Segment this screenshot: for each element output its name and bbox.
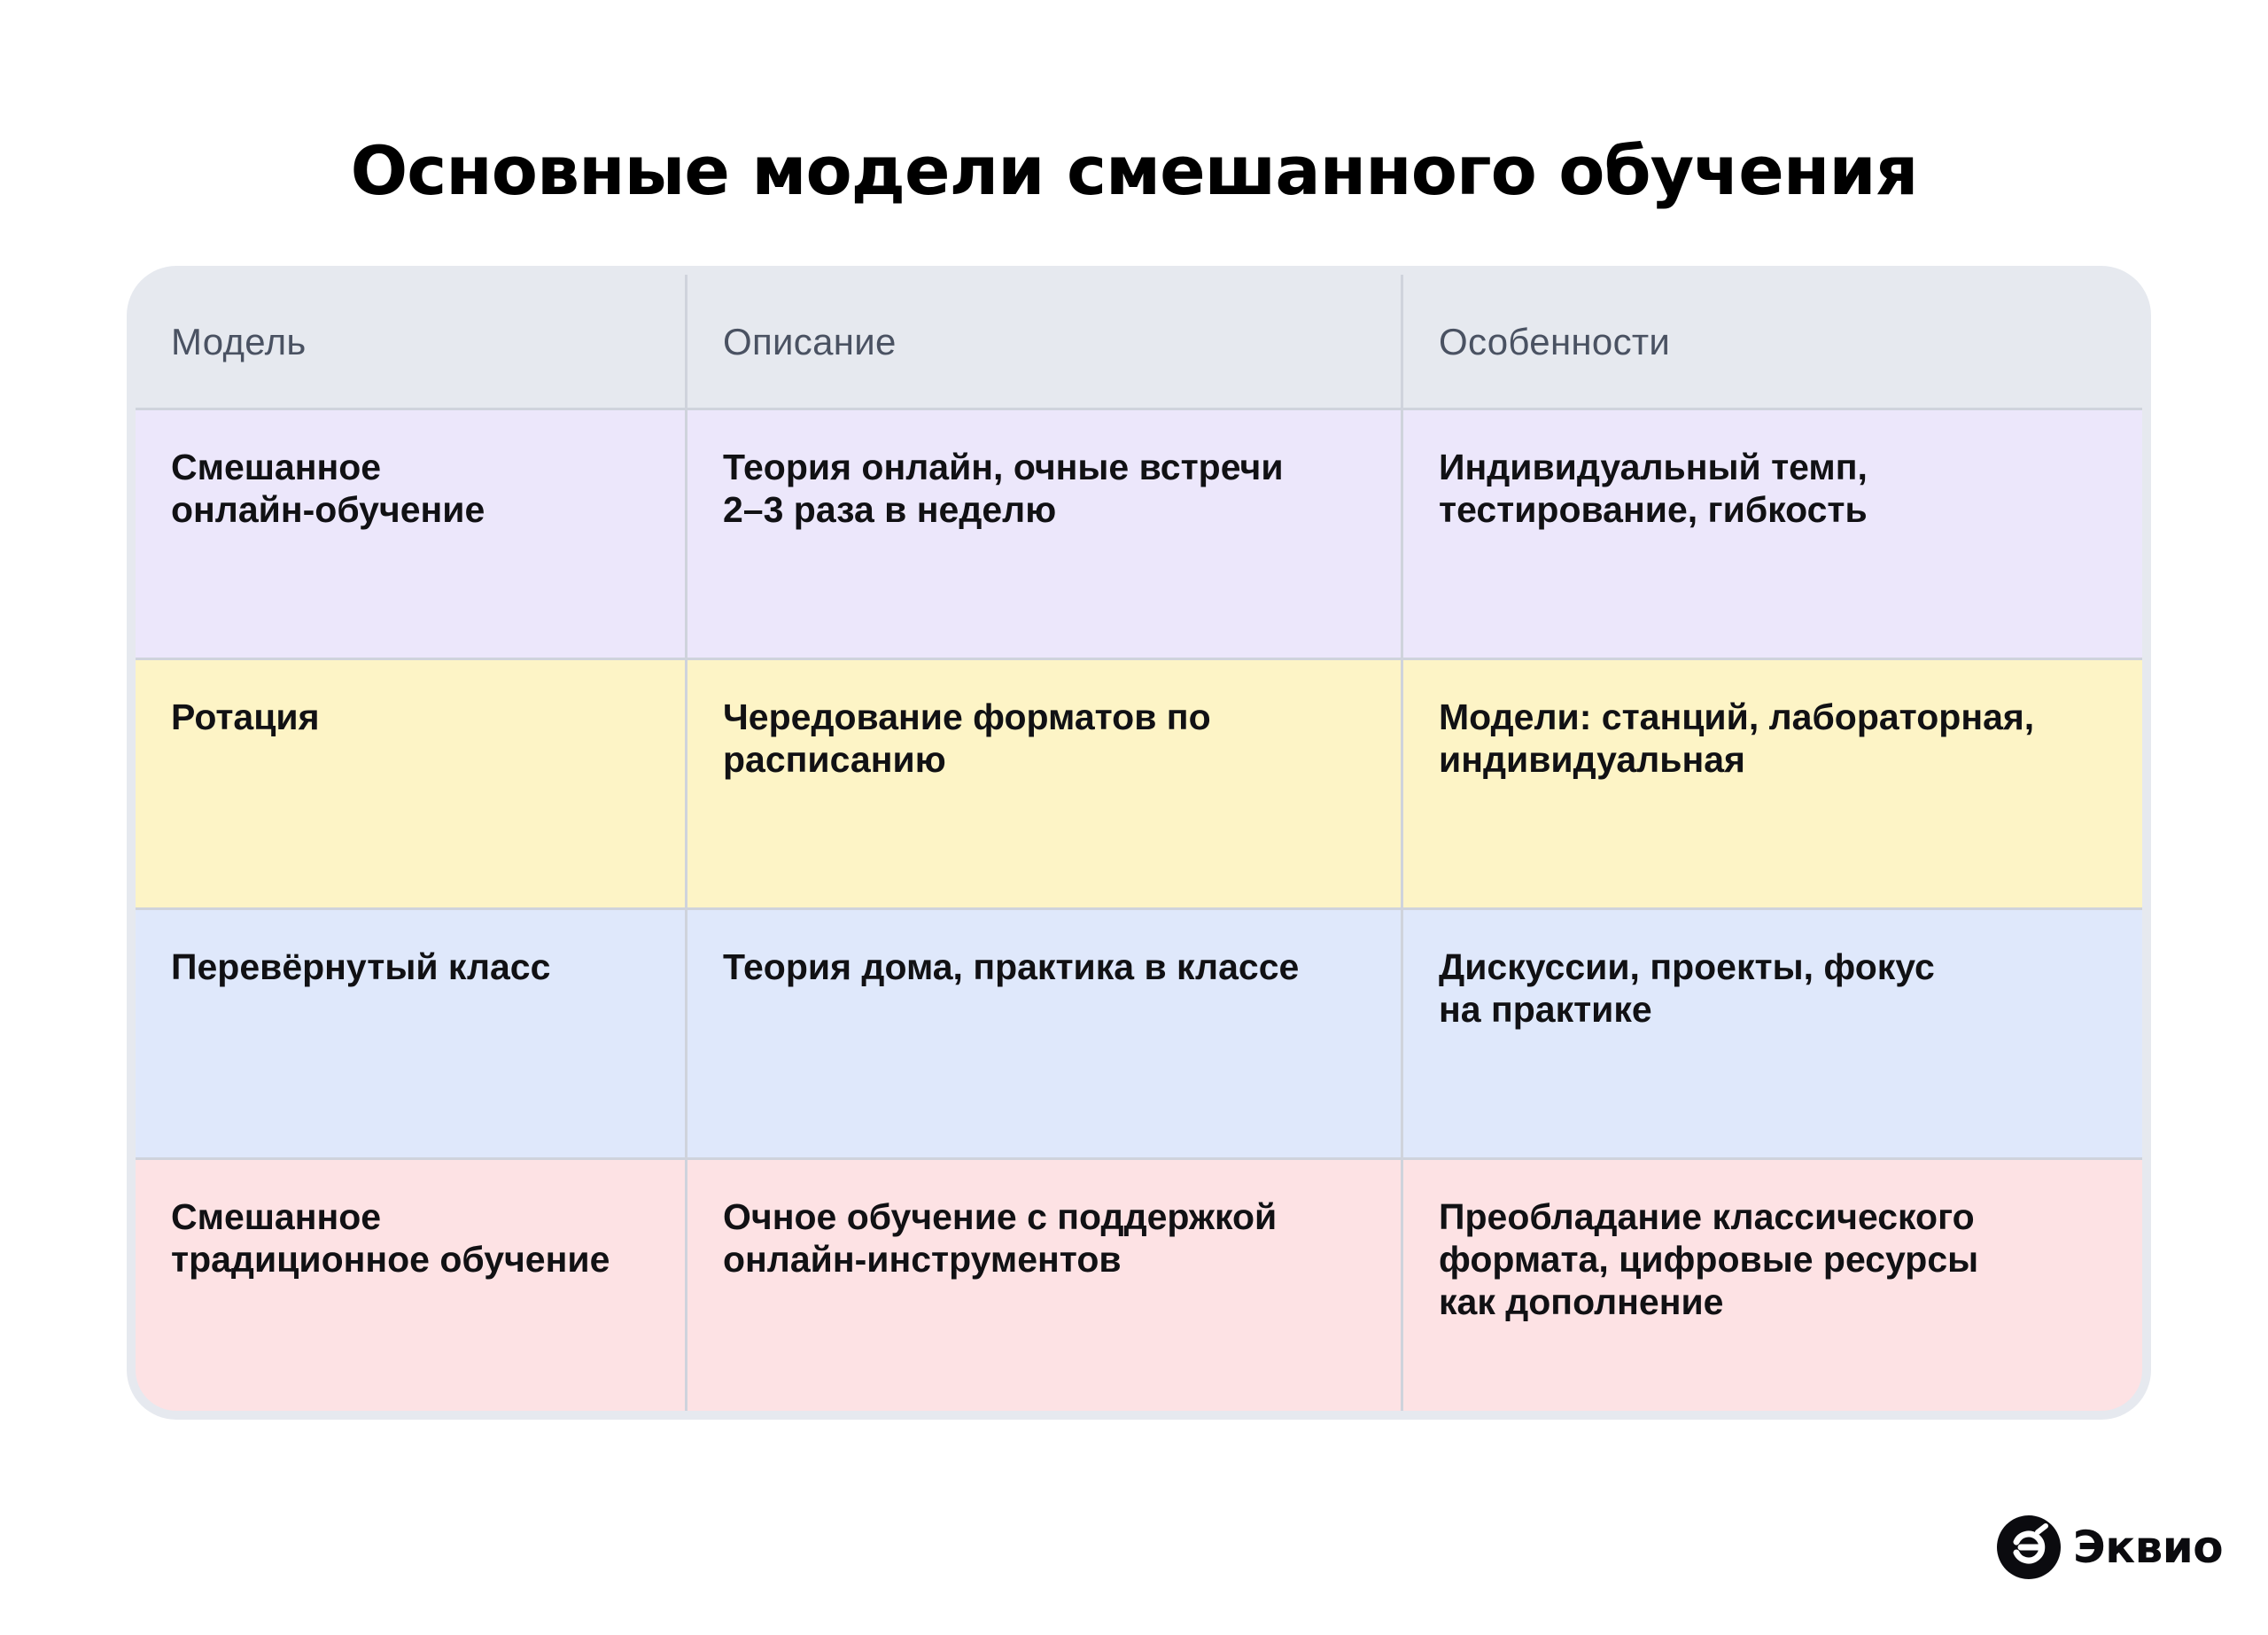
features-cell: Преобладание классического формата, цифровые ресурсы как дополнение [1401,1160,2142,1411]
features-cell: Модели: станций, лабораторная, индивидуальная [1401,660,2142,910]
description-cell: Теория онлайн, очные встречи 2–3 раза в неделю [685,410,1401,660]
model-cell: Смешанное традиционное обучение [171,1196,610,1280]
model-cell: Перевёрнутый класс [171,946,551,987]
header-model: Модель [171,321,307,362]
model-cell: Ротация [171,697,320,737]
description-cell: Теория дома, практика в классе [685,910,1401,1160]
table-row [136,658,2142,910]
model-cell: Смешанное онлайн-обучение [171,447,485,530]
features-cell: Индивидуальный темп, тестирование, гибкость [1401,410,2142,660]
brand-logo [1997,1515,2223,1579]
models-table [127,266,2151,1420]
page-title: Основные модели смешанного обучения [350,130,1918,210]
table-row [136,1157,2142,1411]
brand-name: Эквио [2073,1522,2224,1573]
table-header-row [136,275,2142,408]
table-row [136,408,2142,660]
features-cell: Дискуссии, проекты, фокус на практике [1401,910,2142,1160]
table-row [136,907,2142,1160]
table-grid [136,275,2142,1411]
header-description: Описание [685,275,1401,408]
description-cell: Чередование форматов по расписанию [685,660,1401,910]
ekvio-logo-icon [1997,1515,2061,1579]
description-cell: Очное обучение с поддержкой онлайн-инструментов [685,1160,1401,1411]
header-features: Особенности [1401,275,2142,408]
